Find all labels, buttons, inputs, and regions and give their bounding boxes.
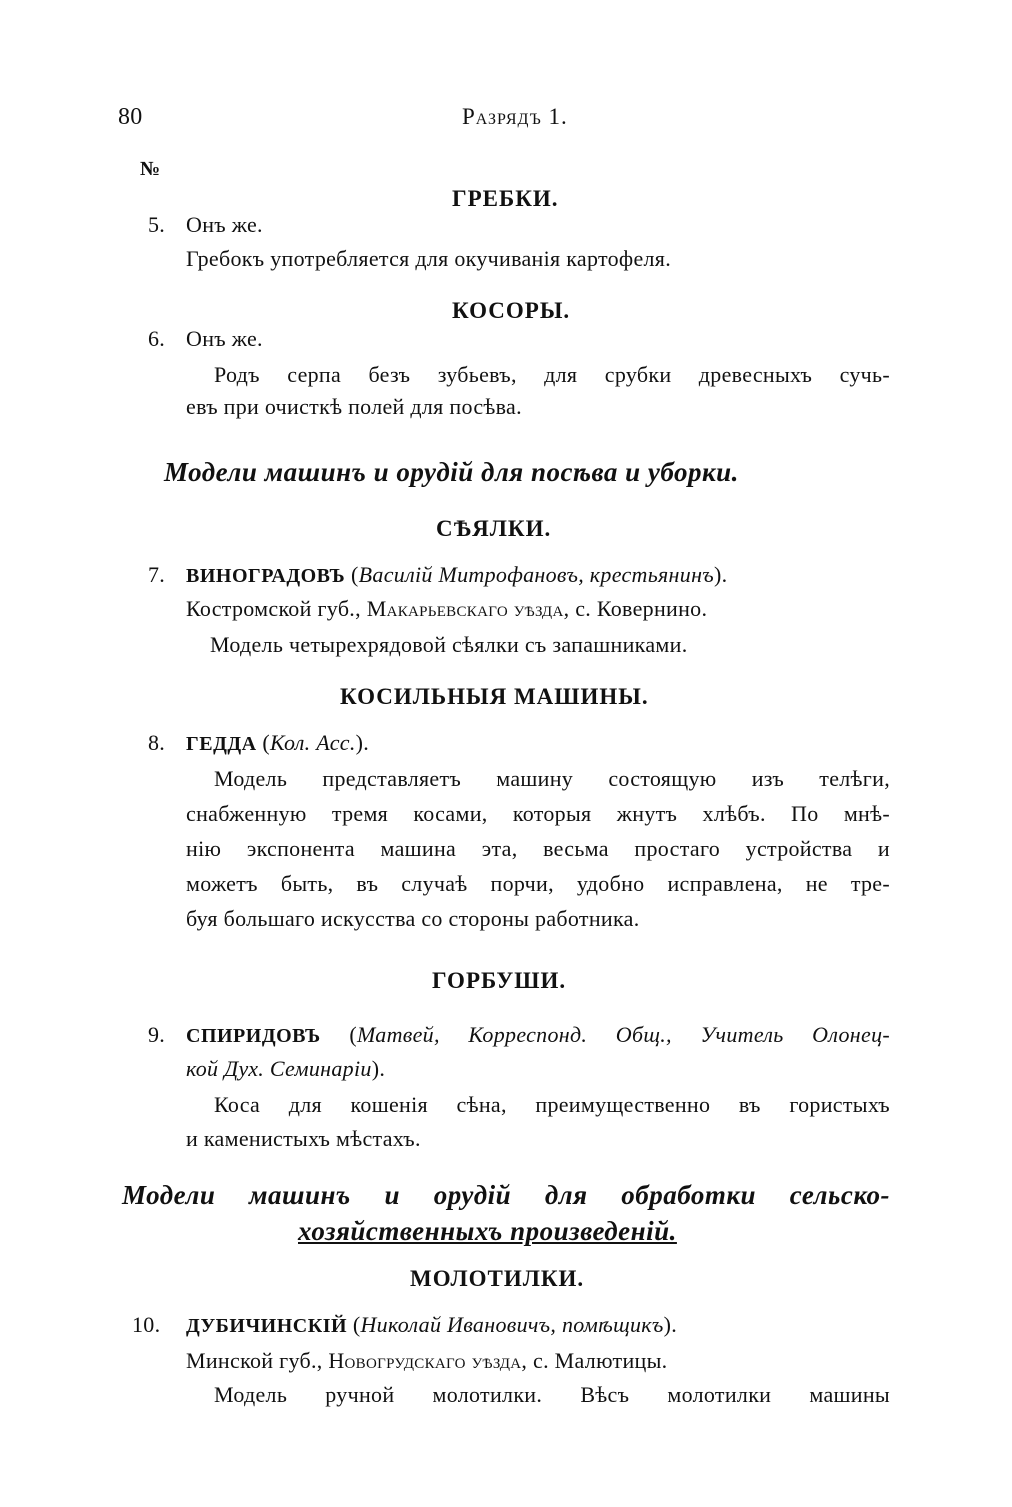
entry-number-9: 9. <box>148 1022 166 1047</box>
entry-description-8-line3: нію экспонента машина эта, весьма простаго устройства и <box>186 836 890 861</box>
page-number: 80 <box>118 104 143 130</box>
entry-number-5: 5. <box>148 212 166 237</box>
surname-dubichinsky: ДУБИЧИНСКІЙ <box>186 1315 348 1337</box>
place-village-7: , с. Ковернино. <box>563 596 708 621</box>
section-heading-kosory: КОСОРЫ. <box>452 298 571 323</box>
models-planting-title: Модели машинъ и орудій для посѣва и уборки. <box>164 457 739 487</box>
entry-description-9-line1: Коса для кошенія сѣна, преимущественно въ гористыхъ <box>214 1092 890 1117</box>
entry-description-8-line1: Модель представляетъ машину состоящую изъ телѣги, <box>214 766 890 791</box>
entry-name-5: Онъ же. <box>186 212 263 237</box>
models-processing-title-line1: Модели машинъ и орудій для обработки сельско- <box>122 1180 890 1210</box>
entry-description-9-line2: и каменистыхъ мѣстахъ. <box>186 1126 421 1151</box>
entry-description-8-line2: снабженную тремя косами, которыя жнутъ хлѣбъ. По мнѣ- <box>186 801 890 826</box>
entry-description-7: Модель четырехрядовой сѣялки съ запашниками. <box>210 632 688 657</box>
entry-number-7: 7. <box>148 562 166 587</box>
entry-description-6-line2: евъ при очисткѣ полей для посѣва. <box>186 394 522 419</box>
section-heading-kosilnye: КОСИЛЬНЫЯ МАШИНЫ. <box>340 684 649 709</box>
entry-description-8-line4: можетъ быть, въ случаѣ порчи, удобно исправлена, не тре- <box>186 871 890 896</box>
details-8: Кол. Асс. <box>269 730 356 755</box>
entry-description-5: Гребокъ употребляется для окучиванія картофеля. <box>186 246 672 271</box>
section-heading-gorbushi: ГОРБУШИ. <box>432 968 567 993</box>
entry-name-9-cont: кой Дух. Семинаріи). <box>186 1056 386 1081</box>
entry-name-8: ГЕДДА (Кол. Асс.). <box>186 730 370 755</box>
running-title: Разрядъ 1. <box>462 104 568 129</box>
entry-description-8-line5: буя большаго искусства со стороны работника. <box>186 906 640 931</box>
place-village-10: , с. Малютицы. <box>521 1348 668 1373</box>
section-heading-seyalki: СѢЯЛКИ. <box>436 516 552 541</box>
entry-name-7: ВИНОГРАДОВЪ (Василій Митрофановъ, крестьянинъ). <box>186 562 728 587</box>
entry-number-10: 10. <box>132 1312 161 1337</box>
place-province-10: Минской губ., <box>186 1348 329 1373</box>
entry-name-10: ДУБИЧИНСКІЙ (Николай Ивановичъ, помѣщикъ). <box>186 1312 678 1337</box>
details-10: Николай Ивановичъ, помѣщикъ <box>360 1312 664 1337</box>
place-district-7: Макарьевскаго уѣзда <box>366 596 564 621</box>
details-7: Василій Митрофановъ, крестьянинъ <box>358 562 715 587</box>
surname-gedda: ГЕДДА <box>186 733 257 755</box>
entry-number-6: 6. <box>148 326 166 351</box>
entry-number-8: 8. <box>148 730 166 755</box>
entry-place-10 <box>186 1348 667 1374</box>
models-processing-title-line2: хозяйственныхъ произведеній. <box>298 1216 677 1246</box>
surname-vinogradov: ВИНОГРАДОВЪ <box>186 565 346 587</box>
entry-place-7 <box>186 596 707 622</box>
entry-name-6: Онъ же. <box>186 326 263 351</box>
number-column-label: № <box>140 158 161 180</box>
section-heading-grebki: ГРЕБКИ. <box>452 186 559 211</box>
place-district-10: Новогрудскаго уѣзда <box>328 1348 522 1373</box>
entry-description-10: Модель ручной молотилки. Вѣсъ молотилки машины <box>214 1382 890 1407</box>
details-9-line1: Матвей, Корреспонд. Общ., Учитель Олонец- <box>356 1022 890 1047</box>
surname-spiridov: СПИРИДОВЪ <box>186 1025 321 1047</box>
details-9-line2: кой Дух. Семинаріи <box>186 1056 372 1081</box>
entry-description-6-line1: Родъ серпа безъ зубьевъ, для срубки древесныхъ сучь- <box>214 362 890 387</box>
place-province-7: Костромской губ., <box>186 596 367 621</box>
entry-name-9: СПИРИДОВЪ (Матвей, Корреспонд. Общ., Учитель Олонец- <box>186 1022 890 1047</box>
section-heading-molotilki: МОЛОТИЛКИ. <box>410 1266 585 1291</box>
